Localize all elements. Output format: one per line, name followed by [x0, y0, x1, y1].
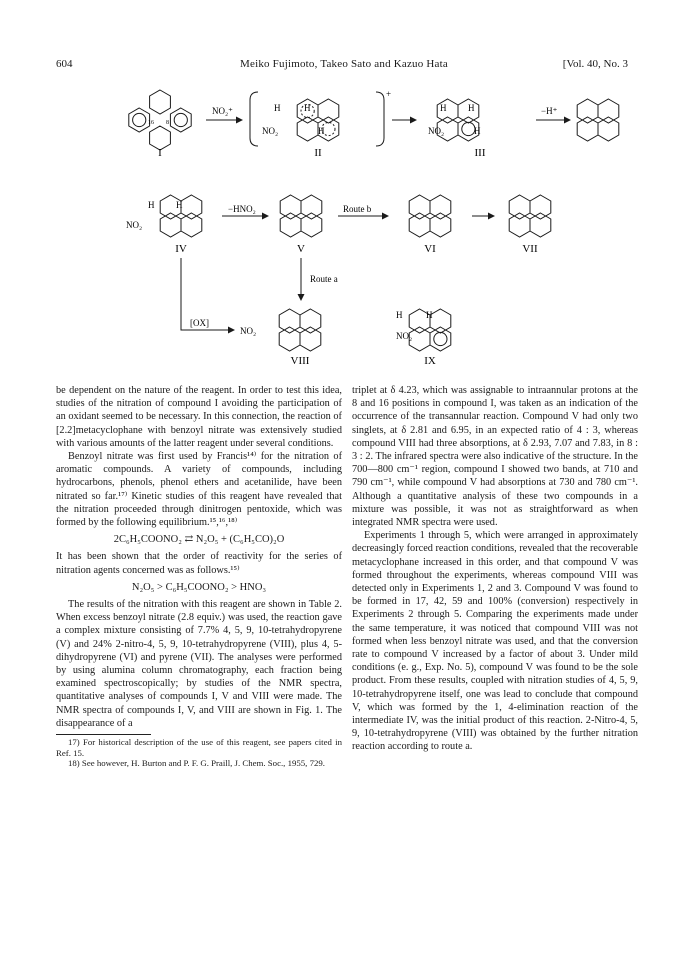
compound-II-ring-3	[297, 117, 318, 141]
compound-I-ring-left	[129, 108, 150, 132]
label-VII: VII	[522, 243, 538, 255]
compound-VI-ring-2	[430, 195, 451, 219]
position-8-label: 8	[166, 120, 169, 126]
label-III: III	[474, 147, 486, 159]
compound-VIII-ring-4	[300, 327, 321, 351]
reaction-scheme	[0, 0, 688, 380]
reactivity-order-equation: N₂O₅ > C₆H₅COONO₂ > HNO₃	[131, 581, 267, 593]
nitronium-reagent: NO₂⁺	[212, 106, 233, 116]
compound-V-ring-2	[301, 195, 322, 219]
h-label: H	[474, 126, 481, 136]
left-column	[56, 384, 342, 769]
label-II: II	[314, 147, 322, 159]
no2-label: NO₂	[428, 126, 445, 136]
hno2-elimination-label: −HNO₂	[228, 204, 256, 214]
compound-IX-ring-3	[409, 327, 430, 351]
footnote-17: 17) For historical description of the use of this reagent, see papers cited in Ref. 15.	[56, 737, 342, 758]
left-paragraph-3: It has been shown that the order of reactivity for the series of nitration agents concerned was as follows.¹⁵⁾	[56, 551, 342, 576]
compound-VII	[522, 243, 538, 255]
no2-label: NO₂	[396, 331, 413, 341]
label-VI: VI	[424, 243, 436, 255]
compound-IV	[126, 200, 187, 255]
compound-VII-ring-1	[509, 195, 530, 219]
h-label: H	[176, 200, 183, 210]
compound-I-bridge-top	[150, 90, 171, 114]
left-paragraph-2: Benzoyl nitrate was first used by Francis¹⁴⁾ for the nitration of aromatic compounds. A variety of compounds, including hydrocarbons, phenols, phenol ethers and acetanilide, have been nitrated so far.¹⁷⁾ Kinetic studies of this reagent have revealed that the nitration proceeded through dinitrogen pentoxide, which was formed by the following equilibrium.¹⁵,¹⁶,¹⁸⁾	[56, 451, 342, 529]
footnote-18: 18) See however, H. Burton and P. F. G. Praill, J. Chem. Soc., 1955, 729.	[68, 758, 325, 769]
right-column	[352, 384, 638, 754]
aromatic-circle	[133, 113, 146, 126]
oxidation-label: [OX]	[190, 318, 209, 328]
compound-III-product-ring-2	[598, 99, 619, 123]
cation-charge: +	[386, 89, 392, 99]
h-label: H	[468, 103, 475, 113]
compound-V	[297, 243, 305, 255]
compound-I-ring-right	[170, 108, 191, 132]
compound-V-ring-4	[301, 213, 322, 237]
label-IV: IV	[175, 243, 187, 255]
compound-I	[148, 120, 169, 159]
compound-II-ring-2	[318, 99, 339, 123]
bracket-right	[376, 92, 384, 146]
compound-III-product-ring-3	[577, 117, 598, 141]
compound-VI-ring-4	[430, 213, 451, 237]
label-IX: IX	[424, 355, 436, 367]
h-label: H	[426, 310, 433, 320]
running-head-authors: Meiko Fujimoto, Takeo Sato and Kazuo Hata	[240, 58, 448, 70]
h-label: H	[440, 103, 447, 113]
bracket-left	[250, 92, 258, 146]
page-number: 604	[56, 58, 73, 70]
h-label: H	[318, 126, 325, 136]
compound-VI-ring-1	[409, 195, 430, 219]
left-paragraph-1: be dependent on the nature of the reagent. In order to test this idea, studies of the nitration of compound I avoiding the participation of an oxidant seemed to be necessary. In this connection, the reaction of [2.2]metacyclophane with benzoyl nitrate was extensively studied with various amounts of the latter reagent under several conditions.	[56, 385, 342, 449]
compound-VII-ring-3	[509, 213, 530, 237]
equilibrium-equation: 2C₆H₅COONO₂ ⇄ N₂O₅ + (C₆H₅CO)₂O	[113, 534, 285, 546]
label-I: I	[158, 147, 162, 159]
compound-V-ring-3	[280, 213, 301, 237]
compound-VI-ring-3	[409, 213, 430, 237]
compound-IV-ring-3	[160, 213, 181, 237]
no2-label: NO₂	[240, 326, 257, 336]
h-label: H	[274, 103, 281, 113]
compound-VII-ring-4	[530, 213, 551, 237]
compound-VI	[424, 243, 436, 255]
footnote-rule	[56, 734, 151, 735]
route-b-label: Route b	[343, 204, 372, 214]
compound-III	[428, 103, 486, 159]
molecule-structures	[129, 90, 619, 351]
label-V: V	[297, 243, 305, 255]
position-16-label: 16	[148, 120, 154, 126]
compound-IV-ring-4	[181, 213, 202, 237]
aromatic-circle	[434, 332, 447, 345]
right-paragraph-2: Experiments 1 through 5, which were arranged in approximately decreasingly forced reaction conditions, revealed that the recoverable metacyclophane increased in this order, and that compound V was formed throughout the experiments, whereas compound VIII was detected only in Experiments 1, 2 and 3. Compound V was found to be formed in 17, 42, 59 and 100% (conversion) respectively in Experiments 2 through 5. Comparing the experiments made under the same temperature, it was noticed that compound VIII was not formed when less benzoyl nitrate was used, and that the conversion rate to compound V increased by a factor of about 3. Under mild conditions (e. g., Exp. No. 5), compound V was found to be the sole product. From these results, coupled with nitration studies of 4, 5, 9, 10-tetrahydropyrene itself, one was lead to conclude that compound V, which was formed by the 1, 4-elimination reaction of the intermediate IV, was the initial product of this reaction. 2-Nitro-4, 5, 9, 10-tetrahydropyrene (VIII) was obtained by the further nitration reaction according to route a.	[352, 530, 638, 753]
route-a-label: Route a	[310, 274, 338, 284]
aromatic-circle	[174, 113, 187, 126]
left-paragraph-4: The results of the nitration with this reagent are shown in Table 2. When excess benzoyl nitrate (2.8 equiv.) was used, the reaction gave a complex mixture consisting of 7.7% 4, 5, 9, 10-tetrahydropyrene (V) and 24% 2-nitro-4, 5, 9, 10-tetrahydropyrene (VIII), plus 4, 5-dihydropyrene (VI) and pyrene (VII). The analyses were performed by using alumina column chromatography, each fraction being examined spectroscopically; by studies of the NMR spectra, quantitative analyses of compounds I, V and VIII were made. The NMR spectra of compounds I, V, and VIII are shown in Fig. 1. The disappearance of a	[56, 599, 342, 729]
no2-label: NO₂	[262, 126, 279, 136]
no2-label: NO₂	[126, 220, 143, 230]
compound-VII-ring-2	[530, 195, 551, 219]
aromatic-circle	[462, 122, 475, 135]
h-label: H	[396, 310, 403, 320]
compound-IX-ring-2	[430, 309, 451, 333]
compound-IX-ring-4	[430, 327, 451, 351]
compound-III-product-ring-4	[598, 117, 619, 141]
compound-VIII-ring-2	[300, 309, 321, 333]
h-label: H	[148, 200, 155, 210]
compound-VIII-ring-3	[279, 327, 300, 351]
running-head-volume: [Vol. 40, No. 3	[562, 58, 628, 70]
right-paragraph-1: triplet at δ 4.23, which was assignable to intraannular protons at the 8 and 16 positions in compound I, was taken as an indication of the occurrence of the transannular reaction. Compound V had only two singlets, at δ 2.81 and 6.95, in an expected ratio of 4 : 3, whereas compound VIII had three absorptions, at δ 2.93, 7.07 and 7.83, in 8 : 3 : 2. The infrared spectra were also indicative of the structure. In the 700—800 cm⁻¹ region, compound I showed two bands, at 710 and 790 cm⁻¹, while compound V had absorptions at 730 and 780 cm⁻¹. Although a quantitative analysis of these two compounds in a mixture was possible, it was not as straightforward as when integrated NMR spectra were used.	[352, 385, 638, 529]
compound-IV-ring-2	[181, 195, 202, 219]
label-VIII: VIII	[290, 355, 310, 367]
compound-VIII-ring-1	[279, 309, 300, 333]
compound-II	[262, 103, 325, 159]
compound-V-ring-1	[280, 195, 301, 219]
h-label: H	[304, 103, 311, 113]
deprotonation-label: −H⁺	[541, 106, 558, 116]
compound-III-product-ring-1	[577, 99, 598, 123]
